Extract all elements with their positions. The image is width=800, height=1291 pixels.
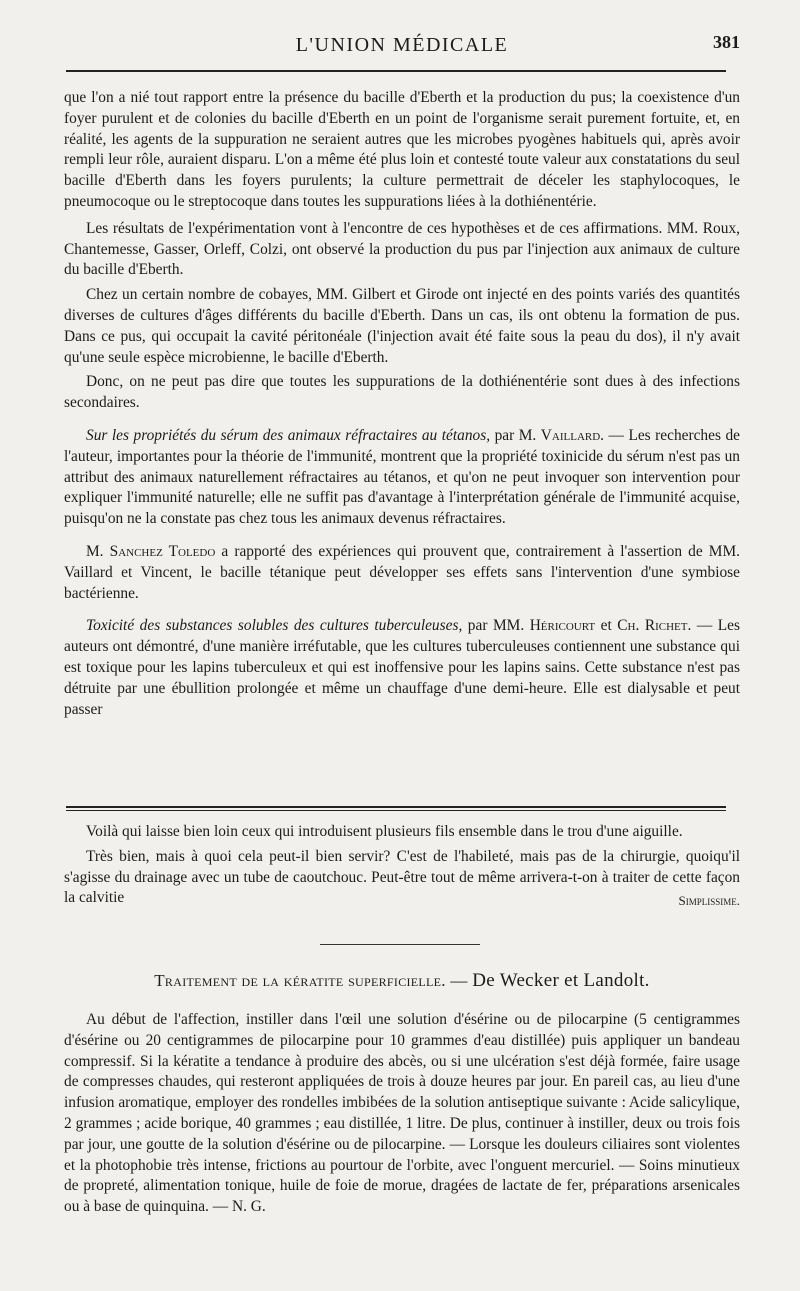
- treatment-title: [64, 970, 740, 992]
- toledo-author: M. Sanchez Toledo: [86, 542, 216, 560]
- paragraph-treatment: Au début de l'affection, instiller dans l'œil une solution d'ésérine ou de pilocarpine (5 centigrammes d'ésérine ou 20 centigrammes de pilocarpine pour 10 grammes d'eau distillée) puis appliquer un bandeau compressif. Si la kératite a tendance à produire des abcès, ou si une ulcération s'est déjà formée, faire usage de compresses chaudes, qui resteront appliquées de trois à douze heures par jour. En pareil cas, au lieu d'une infusion aromatique, employer des rondelles imbibées de la solution antiseptique suivante : Acide salicylique, 2 grammes ; acide borique, 40 grammes ; eau distillée, 1 litre. De plus, continuer à instiller, deux ou trois fois par jour, une goutte de la solution d'ésérine ou de pilocarpine. — Lorsque les douleurs ciliaires sont violentes et la photophobie très intense, frictions au pourtour de l'orbite, avec l'onguent mercuriel. — Soins minutieux de propreté, alimentation tonique, huile de foie de morue, dragées de lactate de fer, préparations arsenicales ou à base de quinquina. — N. G.: [64, 1011, 740, 1216]
- toxicite-body: — Les auteurs ont démontré, d'une manière irréfutable, que les cultures tuberculeuses contiennent une substance qui est toxique pour les lapins tuberculeux et qui est inoffensive pour les lapins sains. Cette substance n'est pas détruite par une ébullition prolongée et même un chauffage d'une demi-heure. Elle est dialysable et peut passer: [64, 617, 740, 718]
- serum-par: par M.: [490, 426, 541, 444]
- page-header: [64, 34, 740, 68]
- paragraph-conclusion: Donc, on ne peut pas dire que toutes les suppurations de la dothiénentérie sont dues à des infections secondaires.: [64, 373, 740, 412]
- short-divider: [320, 944, 480, 945]
- paragraph-cobayes: Chez un certain nombre de cobayes, MM. Gilbert et Girode ont injecté en des points variés des quantités diverses de cultures d'âges différents du bacille d'Eberth. Dans un cas, ils ont obtenu la formation de pus. Dans ce pus, qui occupait la cavité péritonéale (l'injection avait été faite sous la peau du dos), il n'y avait qu'une seule espèce microbienne, le bacille d'Eberth.: [64, 286, 740, 366]
- article-column: [64, 88, 740, 720]
- toledo-body: a rapporté des expériences qui prouvent que, contrairement à l'assertion de MM. Vaillard et Vincent, le bacille tétanique peut développer ses effets sans l'intervention d'une symbiose bactérienne.: [64, 542, 740, 602]
- treatment-dash: —: [445, 971, 473, 990]
- paragraph-experiments: Les résultats de l'expérimentation vont à l'encontre de ces hypothèses et de ces affirmations. MM. Roux, Chantemesse, Gasser, Orleff, Colzi, ont observé la production du pus par l'injection aux animaux de culture du bacille d'Eberth.: [64, 219, 740, 279]
- section-rule: [66, 806, 726, 808]
- serum-body: — Les recherches de l'auteur, importantes pour la théorie de l'immunité, montrent que la propriété toxinicide du sérum n'est pas un attribut des animaux naturellement réfractaires au tétanos, et qu'on ne peut invoquer son intervention pour expliquer l'immunité naturelle; elle ne suffit pas d'avantage à l'interprétation générale de l'immunité acquise, puisqu'on ne la constate pas chez tous les animaux devenus réfractaires.: [64, 426, 740, 528]
- paragraph-anecdote-1: Voilà qui laisse bien loin ceux qui introduisent plusieurs fils ensemble dans le trou d'une aiguille.: [86, 823, 683, 840]
- treatment-authors: De Wecker et Landolt.: [472, 970, 650, 991]
- toxicite-par: par MM.: [462, 617, 530, 635]
- paragraph-toxicite: [64, 616, 740, 720]
- signature: Simplissime.: [678, 893, 740, 909]
- paragraph-sanchez-toledo: [64, 542, 740, 604]
- treatment-title-text: Traitement de la kératite superficielle.: [154, 971, 446, 990]
- serum-author: Vaillard.: [540, 426, 605, 444]
- page-number: 381: [713, 32, 740, 52]
- toxicite-et: et: [595, 617, 618, 635]
- toxicite-author-1: Héricourt: [529, 617, 596, 635]
- toxicite-title: Toxicité des substances solubles des cultures tuberculeuses,: [86, 617, 463, 635]
- serum-title: Sur les propriétés du sérum des animaux réfractaires au tétanos,: [86, 426, 491, 444]
- section-rule-thin: [66, 810, 726, 811]
- treatment-heading: [64, 970, 740, 992]
- paragraph-typhoid-suppuration: que l'on a nié tout rapport entre la présence du bacille d'Eberth et la production du pus; la coexistence d'un foyer purulent et de colonies du bacille d'Eberth en un point de l'organisme serait purement fortuite, et, en réalité, les agents de la suppuration ne seraient autres que les microbes pyogènes habituels qui, après avoir rempli leur rôle, auraient disparu. L'on a même été plus loin et contesté toute valeur aux constatations du seul bacille d'Eberth dans les foyers purulents; la culture permettrait de déceler les staphylocoques, le pneumocoque ou le streptocoque dans toutes les suppurations liées à la dothiénentérie.: [64, 89, 740, 210]
- header-rule: [66, 70, 726, 72]
- running-head: L'UNION MÉDICALE: [295, 34, 509, 56]
- paragraph-anecdote-2: [64, 847, 740, 909]
- paragraph-serum-tetanos: [64, 426, 740, 530]
- anecdote-column: [64, 822, 740, 912]
- toxicite-author-2: Ch. Richet.: [617, 617, 692, 635]
- treatment-column: [64, 1010, 740, 1218]
- anecdote-body: Très bien, mais à quoi cela peut-il bien servir? C'est de l'habileté, mais pas de la chirurgie, quoiqu'il s'agisse du drainage avec un tube de caoutchouc. Peut-être tout de même arrivera-t-on à traiter de cette façon la calvitie: [64, 847, 740, 907]
